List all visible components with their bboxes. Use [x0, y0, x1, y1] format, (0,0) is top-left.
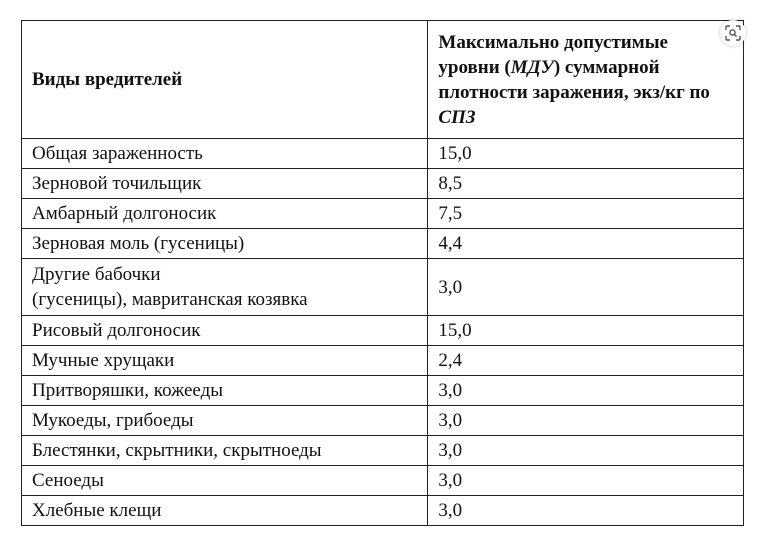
pest-name-line-1: Другие бабочки: [32, 264, 161, 285]
pest-value: 8,5: [428, 169, 744, 199]
pest-name: [22, 259, 428, 316]
pest-value: 3,0: [428, 376, 744, 406]
pest-value: 15,0: [428, 316, 744, 346]
header-max-levels-text-1: Максимально допустимые уровни (: [438, 31, 668, 78]
table-row: [22, 259, 744, 316]
table-row: [22, 376, 744, 406]
pest-name: Зерновой точильщик: [22, 169, 428, 199]
pest-name: Хлебные клещи: [22, 496, 428, 526]
table-row: [22, 346, 744, 376]
table-header-row: [22, 21, 744, 139]
pest-value: 3,0: [428, 406, 744, 436]
header-max-levels: [428, 21, 744, 139]
pest-name: Общая зараженность: [22, 139, 428, 169]
pest-name: Сеноеды: [22, 466, 428, 496]
pest-value: 3,0: [428, 466, 744, 496]
pest-value: 7,5: [428, 199, 744, 229]
pest-name: Рисовый долгоносик: [22, 316, 428, 346]
header-pest-types: Виды вредителей: [22, 21, 428, 139]
zoom-scan-icon: [725, 25, 741, 41]
header-max-levels-text-2: ) суммарной плотности заражения, экз/кг по: [438, 56, 710, 103]
table-row: [22, 496, 744, 526]
pest-name: Блестянки, скрытники, скрытноеды: [22, 436, 428, 466]
table-row: [22, 199, 744, 229]
table-row: [22, 406, 744, 436]
table-row: [22, 229, 744, 259]
pest-name: Притворяшки, кожееды: [22, 376, 428, 406]
pests-table: [21, 20, 744, 526]
table-row: [22, 466, 744, 496]
table-row: [22, 139, 744, 169]
pest-value: 3,0: [428, 436, 744, 466]
pest-name-line-2: (гусеницы), мавританская козявка: [32, 289, 308, 310]
pest-value: 15,0: [428, 139, 744, 169]
table-row: [22, 169, 744, 199]
table-row: [22, 316, 744, 346]
header-mdu-abbr: МДУ: [510, 56, 554, 78]
pest-name: Амбарный долгоносик: [22, 199, 428, 229]
pest-name: Мучные хрущаки: [22, 346, 428, 376]
table-row: [22, 436, 744, 466]
pest-value: 2,4: [428, 346, 744, 376]
header-spz-abbr: СПЗ: [438, 106, 476, 128]
pest-name: Мукоеды, грибоеды: [22, 406, 428, 436]
zoom-scan-button[interactable]: [720, 20, 746, 46]
pest-value: 3,0: [428, 496, 744, 526]
pest-value: 3,0: [428, 259, 744, 316]
pest-name: Зерновая моль (гусеницы): [22, 229, 428, 259]
pest-value: 4,4: [428, 229, 744, 259]
